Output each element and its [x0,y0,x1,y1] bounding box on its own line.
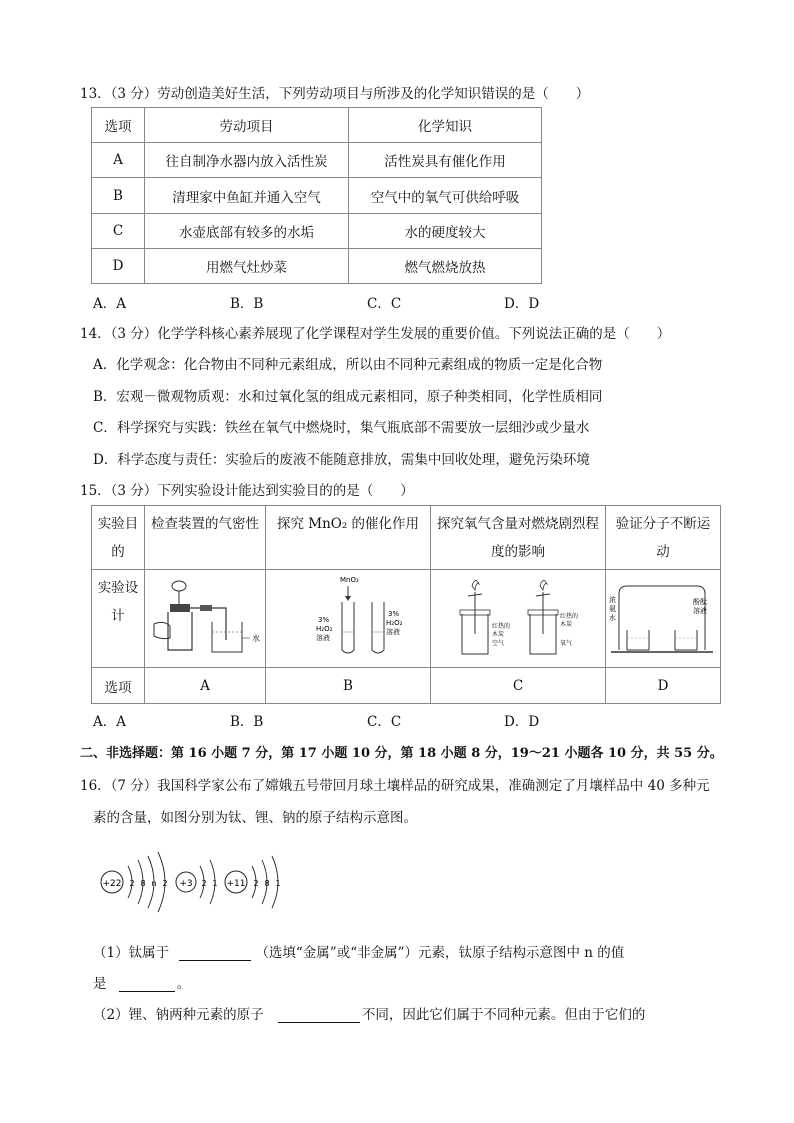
q16-part1-shi: 是 [93,976,107,992]
c-right-label-1: 红热的 [560,612,579,620]
c-left-label-3: 空气 [492,639,505,647]
q15-option-c[interactable]: C．C [367,714,402,730]
q15-design-c [431,570,606,668]
q13-cell: 清理家中鱼缸并通入空气 [145,178,349,214]
q15-purpose-c [431,506,606,570]
q15-purpose-a: 检查装置的气密性 [145,506,266,570]
q13-cell: A [92,143,145,178]
q14-option-a[interactable]: A．化学观念：化合物由不同种元素组成，所以由不同种元素组成的物质一定是化合物 [93,357,603,373]
combustion-oxygen-diagram [432,572,604,662]
q14-option-c[interactable]: C．科学探究与实践：铁丝在氧气中燃烧时，集气瓶底部不需要放一层细沙或少量水 [93,420,590,436]
left-tube-label-1: 3% [318,615,330,624]
q15-option-b[interactable]: B．B [230,714,264,730]
atomic-structure-diagrams [96,848,296,918]
q16-part1-end: 。 [176,976,191,992]
q13-table [91,107,542,284]
q16-part1-line1 [93,941,624,961]
q13-option-b[interactable]: B．B [230,296,264,312]
ti-shell-1: 2 [129,879,135,888]
q15-stem: 15．（3 分）下列实验设计能达到实验目的的是（ ） [80,483,414,499]
q13-header-option: 选项 [92,108,145,143]
q15-option-d[interactable]: D．D [504,714,540,730]
q15-purpose-c-line2: 度的影响 [491,543,545,560]
airtightness-apparatus-diagram [146,572,264,662]
q15-option-label: 选项 [92,668,145,704]
q13-stem: 13．（3 分）劳动创造美好生活，下列劳动项目与所涉及的化学知识错误的是（ ） [80,86,590,102]
q13-option-d[interactable]: D．D [504,296,540,312]
q13-cell: 空气中的氧气可供给呼吸 [349,178,542,214]
q16-answer-blank-n[interactable] [119,977,175,992]
q15-purpose-b: 探究 MnO₂ 的催化作用 [266,506,431,570]
q16-answer-blank-metal[interactable] [179,946,251,961]
mno2-label: MnO₂ [340,575,359,584]
na-shell-3: 1 [275,879,281,888]
q15-purpose-d-line2: 动 [656,543,670,560]
q13-cell: 水壶底部有较多的水垢 [145,214,349,249]
left-tube-label-2: H₂O₂ [316,624,333,633]
q15-design-a [145,570,266,668]
water-label: 水 [252,633,260,643]
q15-option-value: C [431,668,606,704]
ti-nucleus-charge: +22 [102,879,122,889]
q15-purpose-label-2: 的 [111,543,125,560]
q14-option-b[interactable]: B．宏观－微观物质观：水和过氧化氢的组成元素相同，原子种类相同，化学性质相同 [93,389,603,405]
q15-option-value: A [145,668,266,704]
q13-header-knowledge: 化学知识 [349,108,542,143]
li-shell-1: 2 [201,879,207,888]
li-shell-2: 1 [212,879,218,888]
q13-cell: 活性炭具有催化作用 [349,143,542,178]
d-left-label-1: 浓 [609,595,616,604]
q15-purpose-label-1: 实验目 [97,515,139,532]
q15-option-value: B [266,668,431,704]
c-right-label-2: 木炭 [560,620,573,628]
c-left-label-2: 木炭 [492,630,505,638]
c-left-label-1: 红热的 [492,622,511,630]
d-left-label-2: 氨 [609,604,616,613]
q15-design-d [606,570,721,668]
c-right-label-3: 氧气 [560,639,573,647]
q16-part1-line2 [93,972,190,992]
q14-stem: 14．（3 分）化学学科核心素养展现了化学课程对学生发展的重要价值。下列说法正确的是（ ） [80,326,671,342]
d-right-label-2: 溶液 [693,606,707,615]
q16-part2-prefix: （2）锂、钠两种元素的原子 [93,1007,264,1023]
q13-cell: D [92,249,145,284]
q16-part1-prefix: （1）钛属于 [93,945,170,961]
q13-option-a[interactable]: A．A [93,296,126,312]
right-tube-label-1: 3% [388,609,400,618]
q16-stem-line1: 16．（7 分）我国科学家公布了嫦娥五号带回月球土壤样品的研究成果，准确测定了月壤样品中 40 多种元 [80,778,710,794]
molecule-motion-diagram [607,572,719,662]
d-left-label-3: 水 [609,613,616,622]
q15-option-value: D [606,668,721,704]
ti-shell-4: 2 [162,879,168,888]
na-nucleus-charge: +11 [226,879,246,889]
ti-shell-2: 8 [140,879,146,888]
na-shell-2: 8 [264,879,270,888]
q15-table [91,505,721,704]
na-shell-1: 2 [253,879,259,888]
li-nucleus-charge: +3 [179,879,193,889]
right-tube-label-3: 溶液 [386,627,400,636]
q16-answer-blank-proton[interactable] [278,1008,360,1023]
q15-purpose-c-line1: 探究氧气含量对燃烧剧烈程 [437,515,599,532]
q14-option-d[interactable]: D．科学态度与责任：实验后的废液不能随意排放，需集中回收处理，避免污染环境 [93,452,590,468]
mno2-catalysis-diagram [268,572,428,662]
right-tube-label-2: H₂O₂ [386,618,403,627]
q13-option-c[interactable]: C．C [367,296,402,312]
q15-design-label-1: 实验设 [97,580,139,596]
q13-cell: 往自制净水器内放入活性炭 [145,143,349,178]
q16-stem-line2: 素的含量，如图分别为钛、锂、钠的原子结构示意图。 [93,810,417,826]
q13-cell: 燃气燃烧放热 [349,249,542,284]
section-heading: 二、非选择题：第 16 小题 7 分，第 17 小题 10 分，第 18 小题 8 分，19～21 小题各 10 分，共 55 分。 [80,746,723,761]
q15-purpose-label [92,506,145,570]
q13-cell: C [92,214,145,249]
ti-shell-3: n [151,879,157,888]
q15-design-label-2: 计 [111,608,125,624]
d-right-label-1: 酚酞 [693,597,707,606]
q16-part1-text: （选填“金属”或“非金属”）元素，钛原子结构示意图中 n 的值 [255,945,625,961]
q15-option-a[interactable]: A．A [93,714,126,730]
q15-purpose-d [606,506,721,570]
q15-purpose-d-line1: 验证分子不断运 [615,515,711,532]
q16-part2-line1 [93,1003,645,1023]
q13-cell: B [92,178,145,214]
q16-part2-text: 不同，因此它们属于不同种元素。但由于它们的 [361,1007,646,1023]
q13-cell: 用燃气灶炒菜 [145,249,349,284]
q13-header-activity: 劳动项目 [145,108,349,143]
q15-design-b [266,570,431,668]
q15-design-label [92,570,145,668]
left-tube-label-3: 溶液 [316,633,330,642]
q13-cell: 水的硬度较大 [349,214,542,249]
